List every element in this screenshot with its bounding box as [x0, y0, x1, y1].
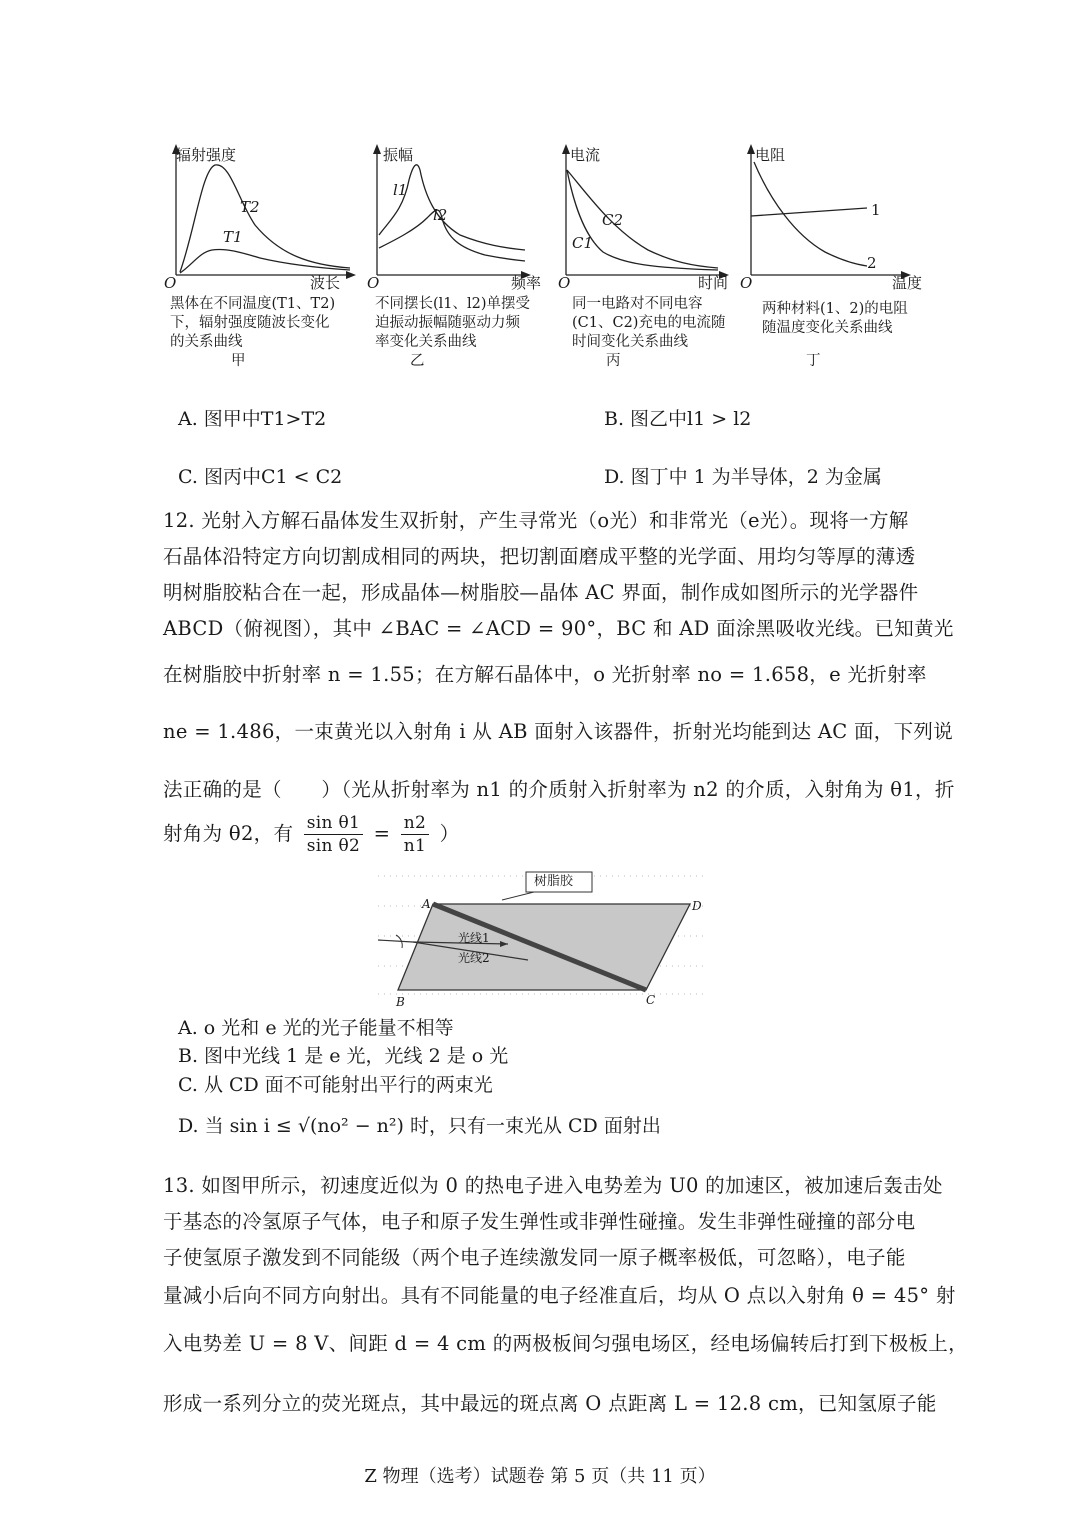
q13-line: 量减小后向不同方向射出。具有不同能量的电子经准直后，均从 O 点以入射角 θ = 45° 射 — [163, 1284, 956, 1307]
curve-label-c2: C2 — [602, 211, 624, 229]
xlabel: 波长 — [310, 274, 341, 292]
curve-label-l2: l2 — [433, 206, 448, 224]
q11-option-d: D. 图丁中 1 为半导体，2 为金属 — [604, 466, 882, 488]
q12-line: 明树脂胶粘合在一起，形成晶体—树脂胶—晶体 AC 界面，制作成如图所示的光学器件 — [163, 581, 919, 604]
caption-line: (C1、C2)充电的电流随 — [572, 315, 726, 331]
fraction-numerator: n2 — [401, 812, 429, 835]
vertex-c: C — [646, 993, 656, 1007]
xlabel: 温度 — [892, 274, 923, 292]
xlabel: 频率 — [511, 274, 542, 292]
caption-line: 不同摆长(l1、l2)单摆受 — [375, 296, 531, 312]
curve-label-2: 2 — [867, 254, 877, 272]
ylabel: 电阻 — [755, 146, 786, 164]
q13-line: 于基态的冷氢原子气体，电子和原子发生弹性或非弹性碰撞。发生非弹性碰撞的部分电 — [163, 1210, 916, 1233]
q13-line: 形成一系列分立的荧光斑点，其中最远的斑点离 O 点距离 L = 12.8 cm，已知氢原子能 — [163, 1392, 937, 1415]
q12-line: ne = 1.486，一束黄光以入射角 i 从 AB 面射入该器件，折射光均能到达 AC 面，下列说 — [163, 720, 954, 743]
fraction-denominator: sin θ2 — [306, 836, 361, 856]
caption-bing — [572, 295, 725, 352]
curve-label-c1: C1 — [572, 234, 594, 252]
resin-label: 树脂胶 — [534, 874, 574, 889]
tag-bing: 丙 — [606, 353, 621, 369]
graph-jia — [160, 140, 360, 290]
equals-sign: = — [373, 822, 391, 845]
caption-ding — [762, 300, 908, 338]
curve-label-t2: T2 — [240, 198, 260, 216]
tag-yi: 乙 — [410, 353, 425, 369]
graph-yi — [365, 140, 565, 290]
fraction-numerator: sin θ1 — [304, 812, 363, 835]
curve-label-1: 1 — [871, 201, 881, 219]
tag-jia: 甲 — [231, 353, 246, 369]
q13-line: 子使氢原子激发到不同能级（两个电子连续激发同一原子概率极低，可忽略），电子能 — [163, 1246, 906, 1269]
page-footer: Z 物理（选考）试题卷 第 5 页（共 11 页） — [364, 1466, 716, 1487]
caption-jia — [170, 295, 335, 352]
ylabel: 振幅 — [383, 146, 414, 164]
vertex-d: D — [692, 899, 702, 913]
caption-line: 率变化关系曲线 — [375, 334, 477, 350]
curve-label-l1: l1 — [393, 181, 408, 199]
caption-line: 随温度变化关系曲线 — [762, 320, 893, 336]
q12-option-a: A. o 光和 e 光的光子能量不相等 — [178, 1017, 454, 1039]
ray-2-label: 光线2 — [458, 951, 490, 965]
caption-yi — [375, 295, 530, 352]
curve-label-t1: T1 — [223, 228, 243, 246]
q12-line: 法正确的是（ ）（光从折射率为 n1 的介质射入折射率为 n2 的介质，入射角为 θ1，折 — [163, 778, 955, 801]
q13-line: 入电势差 U = 8 V、间距 d = 4 cm 的两极板间匀强电场区，经电场偏转后打到下极板上， — [163, 1332, 968, 1355]
q13-line: 13. 如图甲所示，初速度近似为 0 的热电子进入电势差为 U0 的加速区，被加速后轰击处 — [163, 1174, 943, 1197]
q12-line: 在树脂胶中折射率 n = 1.55；在方解石晶体中，o 光折射率 no = 1.658，e 光折射率 — [163, 663, 927, 686]
q12-option-d: D. 当 sin i ≤ √(no² − n²) 时，只有一束光从 CD 面射出 — [178, 1115, 661, 1137]
fraction-n — [401, 812, 429, 857]
origin-label: O — [367, 274, 380, 292]
q12-formula-line — [163, 812, 459, 857]
xlabel: 时间 — [698, 274, 729, 292]
q12-line: 射角为 θ2，有 — [163, 822, 294, 845]
q11-option-b: B. 图乙中l1 > l2 — [604, 408, 752, 430]
q12-line: 石晶体沿特定方向切割成相同的两块，把切割面磨成平整的光学面、用均匀等厚的薄透 — [163, 545, 916, 568]
q12-line: ABCD（俯视图），其中 ∠BAC = ∠ACD = 90°，BC 和 AD 面涂黑吸收光线。已知黄光 — [163, 617, 954, 640]
graph-ding — [740, 140, 945, 292]
caption-line: 时间变化关系曲线 — [572, 334, 688, 350]
caption-line: 的关系曲线 — [170, 334, 243, 350]
caption-line: 下，辐射强度随波长变化 — [170, 315, 330, 331]
q12-optical-diagram — [378, 868, 718, 1008]
caption-line: 同一电路对不同电容 — [572, 296, 703, 312]
graph-bing — [558, 140, 758, 290]
q12-option-b: B. 图中光线 1 是 e 光，光线 2 是 o 光 — [178, 1045, 509, 1067]
origin-label: O — [558, 274, 571, 292]
q11-option-c: C. 图丙中C1 < C2 — [178, 466, 343, 488]
ylabel: 电流 — [570, 146, 601, 164]
fraction-denominator: n1 — [403, 836, 427, 856]
origin-label: O — [164, 274, 177, 292]
closing-paren: ） — [439, 822, 460, 845]
caption-line: 黑体在不同温度(T1、T2) — [170, 296, 336, 312]
tag-ding: 丁 — [806, 353, 821, 369]
vertex-a: A — [422, 897, 431, 911]
vertex-b: B — [396, 995, 405, 1009]
ray-1-label: 光线1 — [458, 931, 490, 945]
caption-line: 两种材料(1、2)的电阻 — [762, 301, 908, 317]
caption-line: 迫振动振幅随驱动力频 — [375, 315, 520, 331]
q11-option-a: A. 图甲中T1>T2 — [178, 408, 327, 430]
fraction-sin — [304, 812, 363, 857]
origin-label: O — [740, 274, 753, 292]
q12-line: 12. 光射入方解石晶体发生双折射，产生寻常光（o光）和非常光（e光）。现将一方解 — [163, 509, 909, 532]
q12-option-c: C. 从 CD 面不可能射出平行的两束光 — [178, 1074, 493, 1096]
ylabel: 辐射强度 — [176, 146, 237, 164]
